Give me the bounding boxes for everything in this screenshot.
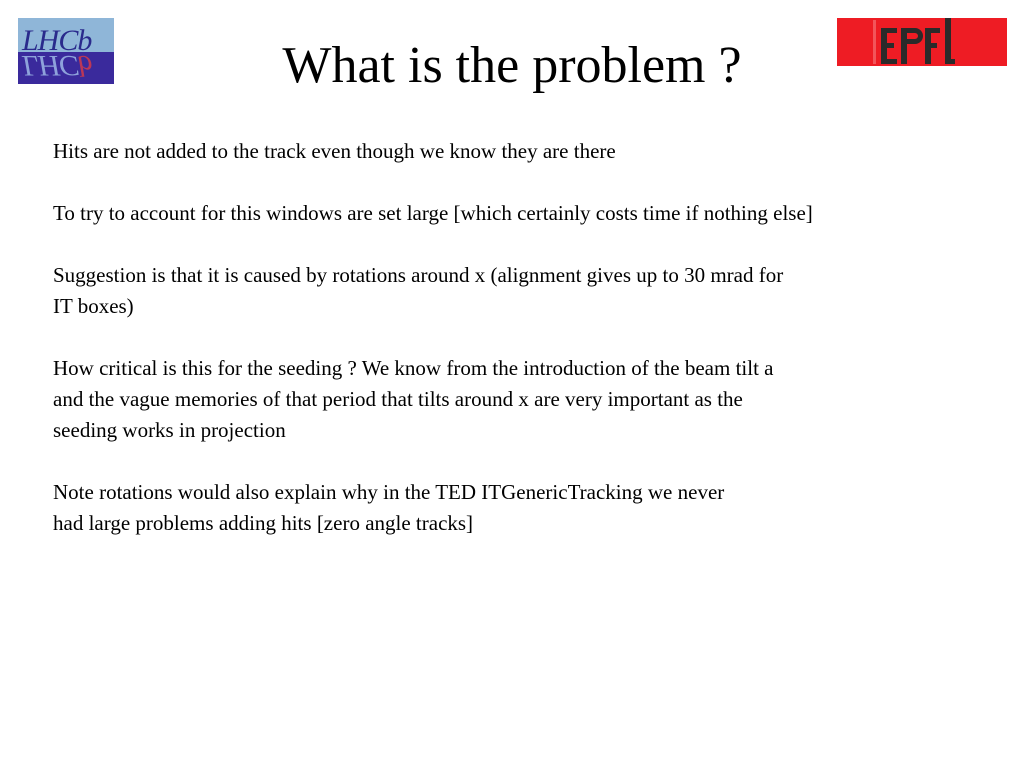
paragraph-5 [53,477,993,539]
paragraph-line: To try to account for this windows are set large [which certainly costs time if nothing else] [53,201,813,225]
paragraph-line: Hits are not added to the track even though we know they are there [53,139,616,163]
lhcb-logo-text: LHCb [22,24,92,57]
paragraph-line: IT boxes) [53,294,134,318]
slide-body [53,136,993,570]
paragraph-2 [53,198,993,229]
paragraph-4 [53,353,993,446]
paragraph-1 [53,136,993,167]
epfl-logo-mark [837,18,1007,66]
paragraph-line: Note rotations would also explain why in the TED ITGenericTracking we never [53,480,725,504]
lhcb-logo-reflection: LHCb [22,49,92,82]
paragraph-line: and the vague memories of that period that tilts around x are very important as the [53,387,743,411]
paragraph-line: Suggestion is that it is caused by rotations around x (alignment gives up to 30 mrad for [53,263,784,287]
paragraph-3 [53,260,993,322]
page-title: What is the problem ? [282,37,742,94]
epfl-logo [837,18,1007,66]
paragraph-line: How critical is this for the seeding ? We know from the introduction of the beam tilt a [53,356,774,380]
paragraph-line: had large problems adding hits [zero angle tracks] [53,511,474,535]
paragraph-line: seeding works in projection [53,418,286,442]
